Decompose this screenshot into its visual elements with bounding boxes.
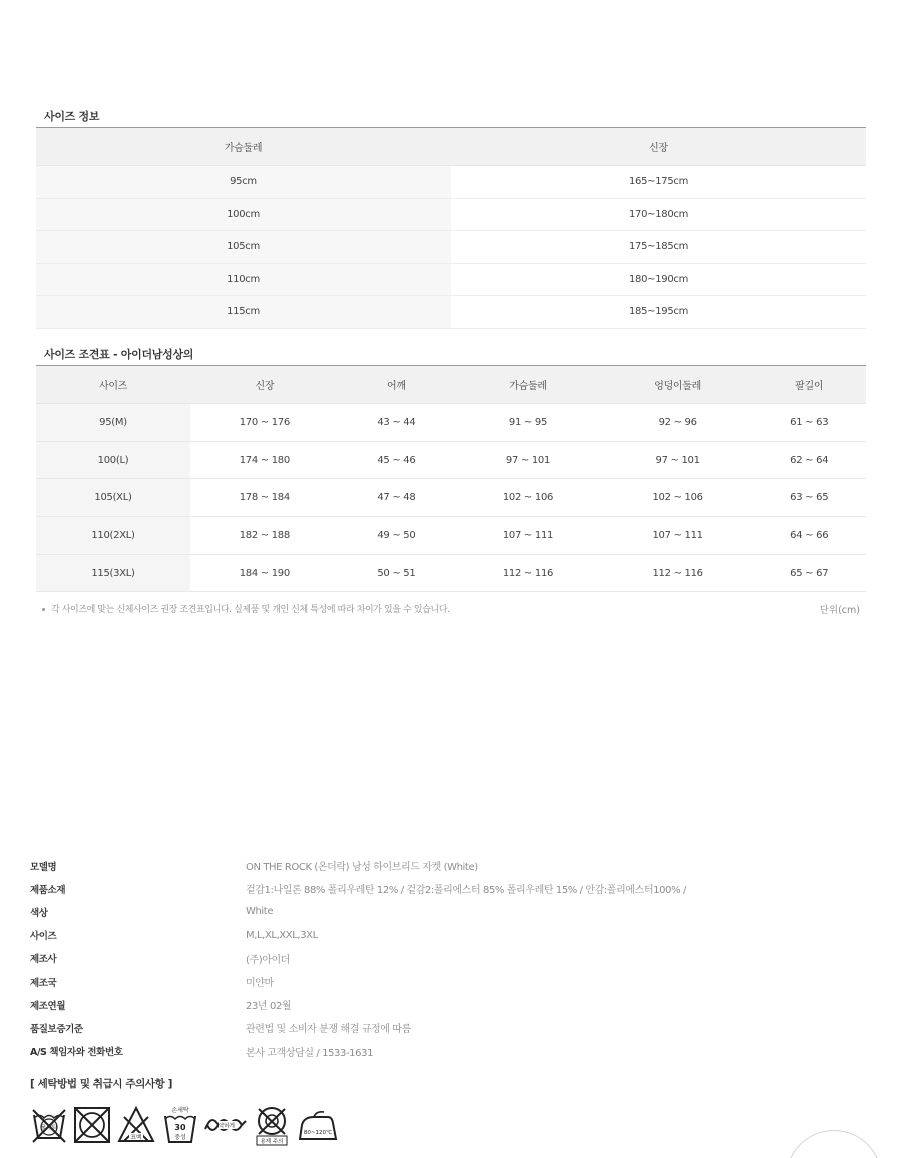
table-cell: 64 ~ 66 (752, 517, 866, 555)
icon-text: 80~120℃ (303, 1130, 333, 1136)
note-text: 각 사이즈에 맞는 신체사이즈 권장 조견표입니다. 실제품 및 개인 신체 특성에 따라 차이가 있을 수 있습니다. (51, 605, 450, 615)
table-cell: 95cm (36, 166, 451, 199)
table-cell: 107 ~ 111 (453, 517, 603, 555)
spec-label: 사이즈 (30, 931, 57, 943)
size-info-table (36, 127, 866, 329)
table-cell: 105cm (36, 231, 451, 264)
table-cell: 170 ~ 176 (190, 404, 340, 442)
spec-row (30, 970, 870, 993)
spec-row (30, 877, 870, 900)
size-chart-table (36, 365, 866, 592)
table-cell: 115cm (36, 296, 451, 329)
spec-value: M,L,XL,XXL,3XL (246, 929, 318, 941)
table-cell: 112 ~ 116 (453, 554, 603, 592)
table-row (36, 517, 866, 555)
no-bleach-icon (116, 1105, 156, 1145)
table-cell: 112 ~ 116 (603, 554, 753, 592)
column-header: 사이즈 (36, 366, 190, 404)
spec-value: 미얀마 (246, 978, 274, 990)
spec-row (30, 947, 870, 970)
table-cell: 65 ~ 67 (752, 554, 866, 592)
product-spec-list (30, 854, 870, 1063)
table-cell: 107 ~ 111 (603, 517, 753, 555)
icon-text: 표백 (130, 1135, 142, 1141)
spec-value: 겉감1:나일론 88% 폴리우레탄 12% / 겉감2:폴리에스터 85% 폴리우레탄 15% / 안감:폴리에스터100% / (246, 885, 686, 897)
spec-label: 제조국 (30, 977, 57, 989)
table-cell: 61 ~ 63 (752, 404, 866, 442)
table-cell: 100cm (36, 198, 451, 231)
spec-value: 관련법 및 소비자 분쟁 해결 규정에 따름 (246, 1024, 411, 1036)
spec-value: ON THE ROCK (온더락) 남성 하이브리드 자켓 (White) (246, 862, 478, 874)
table-row (36, 441, 866, 479)
spec-value: 본사 고객상담실 / 1533-1631 (246, 1047, 374, 1059)
spec-row (30, 1040, 870, 1063)
table-cell: 102 ~ 106 (603, 479, 753, 517)
spec-label: 제품소재 (30, 884, 66, 896)
table-cell: 47 ~ 48 (340, 479, 454, 517)
size-chart-title: 사이즈 조견표 - 아이더남성상의 (44, 348, 194, 361)
table-row (36, 198, 866, 231)
table-cell: 110cm (36, 263, 451, 296)
table-cell: 110(2XL) (36, 517, 190, 555)
care-icons (30, 1104, 340, 1146)
table-row (36, 166, 866, 199)
table-cell: 175~185cm (451, 231, 866, 264)
column-header: 신장 (190, 366, 340, 404)
icon-text: 용제 주의 (260, 1139, 284, 1145)
table-cell: 115(3XL) (36, 554, 190, 592)
table-cell: 50 ~ 51 (340, 554, 454, 592)
dry-clean-caution-icon (252, 1104, 292, 1146)
column-header: 가슴둘레 (453, 366, 603, 404)
table-cell: 43 ~ 44 (340, 404, 454, 442)
spec-row (30, 1016, 870, 1039)
icon-text: 물세탁 (40, 1124, 58, 1132)
spec-label: 품질보증기준 (30, 1023, 83, 1035)
unit-label: 단위(cm) (819, 605, 860, 616)
table-row (36, 296, 866, 329)
table-row (36, 479, 866, 517)
table-cell: 49 ~ 50 (340, 517, 454, 555)
table-header-row (36, 128, 866, 166)
table-cell: 62 ~ 64 (752, 441, 866, 479)
table-cell: 63 ~ 65 (752, 479, 866, 517)
table-cell: 184 ~ 190 (190, 554, 340, 592)
spec-row (30, 854, 870, 877)
wring-gently-icon (204, 1105, 248, 1145)
bullet-icon (42, 608, 45, 611)
spec-label: 모델명 (30, 861, 57, 873)
column-header: 어깨 (340, 366, 454, 404)
table-row (36, 404, 866, 442)
care-instructions-title: [ 세탁방법 및 취급시 주의사항 ] (30, 1078, 172, 1090)
table-cell: 97 ~ 101 (453, 441, 603, 479)
no-tumble-dry-icon (72, 1105, 112, 1145)
icon-text: 손세탁 (171, 1107, 189, 1114)
table-cell: 174 ~ 180 (190, 441, 340, 479)
spec-label: A/S 책임자와 전화번호 (30, 1047, 123, 1059)
icon-text: 중성 (174, 1134, 186, 1141)
spec-label: 제조연월 (30, 1000, 66, 1012)
spec-value: (주)아이더 (246, 954, 291, 966)
table-cell: 105(XL) (36, 479, 190, 517)
column-header: 팔길이 (752, 366, 866, 404)
table-row (36, 231, 866, 264)
table-cell: 97 ~ 101 (603, 441, 753, 479)
table-cell: 182 ~ 188 (190, 517, 340, 555)
table-header-row (36, 366, 866, 404)
scroll-top-button[interactable] (786, 1130, 882, 1158)
icon-text: 약하게 (219, 1123, 235, 1130)
column-header: 신장 (451, 128, 866, 166)
size-chart-note (42, 602, 449, 615)
table-cell: 45 ~ 46 (340, 441, 454, 479)
spec-row (30, 993, 870, 1016)
table-cell: 92 ~ 96 (603, 404, 753, 442)
column-header: 엉덩이둘레 (603, 366, 753, 404)
table-cell: 170~180cm (451, 198, 866, 231)
spec-label: 색상 (30, 907, 48, 919)
hand-wash-30-icon (160, 1104, 200, 1146)
iron-low-icon (296, 1105, 340, 1145)
spec-row (30, 900, 870, 923)
table-cell: 95(M) (36, 404, 190, 442)
table-cell: 165~175cm (451, 166, 866, 199)
size-info-title: 사이즈 정보 (44, 110, 100, 123)
table-row (36, 263, 866, 296)
column-header: 가슴둘레 (36, 128, 451, 166)
table-cell: 91 ~ 95 (453, 404, 603, 442)
table-cell: 178 ~ 184 (190, 479, 340, 517)
table-cell: 185~195cm (451, 296, 866, 329)
table-cell: 100(L) (36, 441, 190, 479)
spec-row (30, 924, 870, 947)
spec-label: 제조사 (30, 954, 57, 966)
spec-value: White (246, 906, 274, 918)
no-wash-icon (30, 1105, 68, 1145)
table-cell: 102 ~ 106 (453, 479, 603, 517)
spec-value: 23년 02월 (246, 1001, 292, 1013)
table-cell: 180~190cm (451, 263, 866, 296)
table-row (36, 554, 866, 592)
icon-text: 30 (174, 1123, 186, 1132)
